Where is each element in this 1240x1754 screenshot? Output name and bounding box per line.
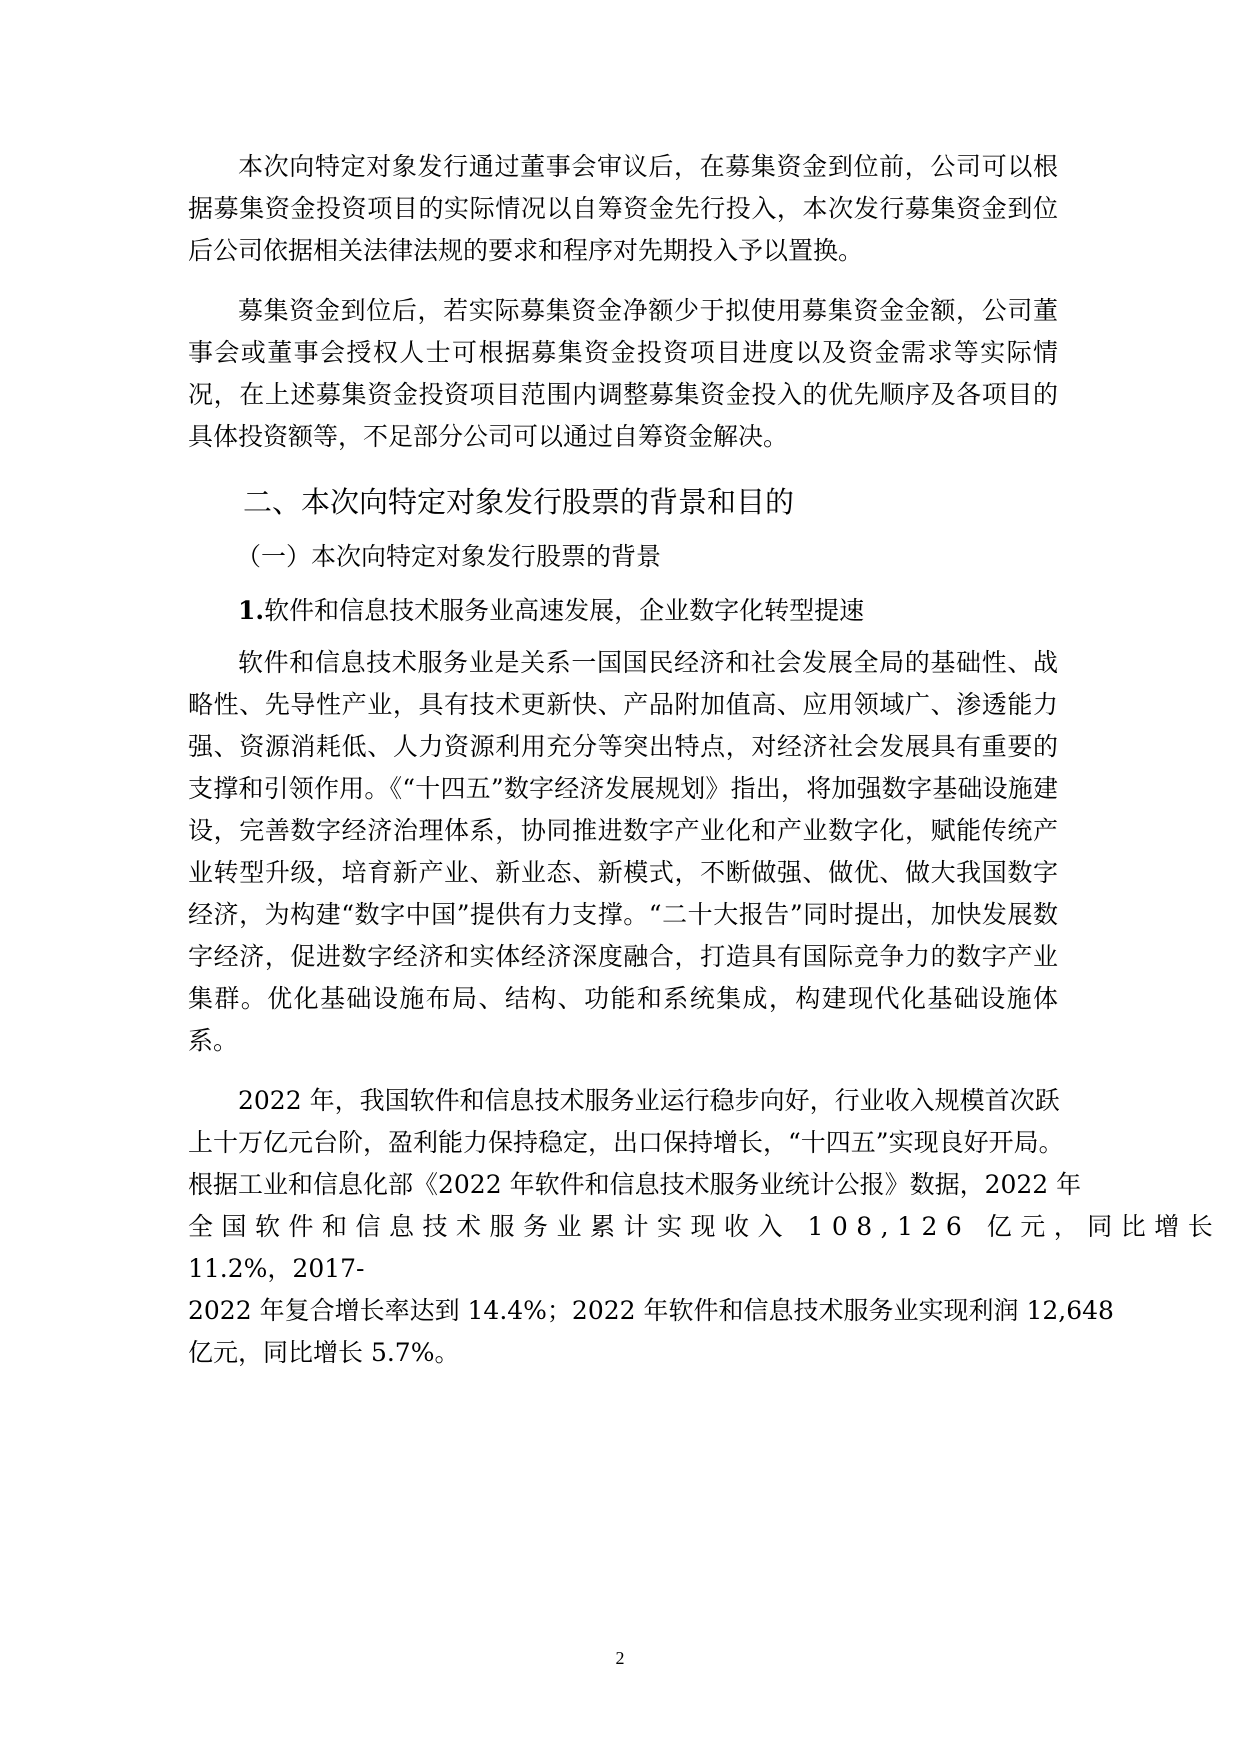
paragraph-fund-shortfall: 募集资金到位后，若实际募集资金净额少于拟使用募集资金金额，公司董事会或董事会授权人士可根据募集资金投资项目进度以及资金需求等实际情况，在上述募集资金投资项目范围内调整募集资金投入的优先顺序及各项目的具体投资额等，不足部分公司可以通过自筹资金解决。 [188, 296, 1058, 451]
paragraph-industry-statistics [188, 1080, 1222, 1374]
stat-line: 2022 年，我国软件和信息技术服务业运行稳步向好，行业收入规模首次跃 [238, 1086, 1060, 1115]
item-heading [188, 590, 1058, 632]
stat-line: 根据工业和信息化部《2022 年软件和信息技术服务业统计公报》数据，2022 年 [188, 1170, 1082, 1199]
item-title: 软件和信息技术服务业高速发展，企业数字化转型提速 [264, 596, 865, 625]
page-number: 2 [615, 1648, 625, 1668]
paragraph-fund-prepayment: 本次向特定对象发行通过董事会审议后，在募集资金到位前，公司可以根据募集资金投资项目的实际情况以自筹资金先行投入，本次发行募集资金到位后公司依据相关法律法规的要求和程序对先期投入予以置换。 [188, 152, 1058, 265]
stat-line: 2022 年复合增长率达到 14.4%；2022 年软件和信息技术服务业实现利润 12,648 [188, 1296, 1114, 1325]
subsection-title: （一）本次向特定对象发行股票的背景 [236, 542, 662, 571]
stat-line: 上十万亿元台阶，盈利能力保持稳定，出口保持增长，“十四五”实现良好开局。 [188, 1128, 1064, 1157]
item-number: 1. [238, 596, 265, 625]
section-title: 二、本次向特定对象发行股票的背景和目的 [243, 485, 795, 519]
stat-line: 亿元，同比增长 5.7%。 [188, 1338, 460, 1367]
stat-line: 全国软件和信息技术服务业累计实现收入 108,126 亿元，同比增长 [188, 1212, 1222, 1241]
paragraph-industry-background: 软件和信息技术服务业是关系一国国民经济和社会发展全局的基础性、战略性、先导性产业，具有技术更新快、产品附加值高、应用领域广、渗透能力强、资源消耗低、人力资源利用充分等突出特点，对经济社会发展具有重要的支撑和引领作用。《“十四五”数字经济发展规划》指出，将加强数字基础设施建设，完善数字经济治理体系，协同推进数字产业化和产业数字化，赋能传统产业转型升级，培育新产业、新业态、新模式，不断做强、做优、做大我国数字经济，为构建“数字中国”提供有力支撑。“二十大报告”同时提出，加快发展数字经济，促进数字经济和实体经济深度融合，打造具有国际竞争力的数字产业集群。优化基础设施布局、结构、功能和系统集成，构建现代化基础设施体系。 [188, 648, 1058, 1055]
document-body [188, 146, 1222, 1374]
stat-line: 11.2%，2017- [188, 1254, 365, 1283]
